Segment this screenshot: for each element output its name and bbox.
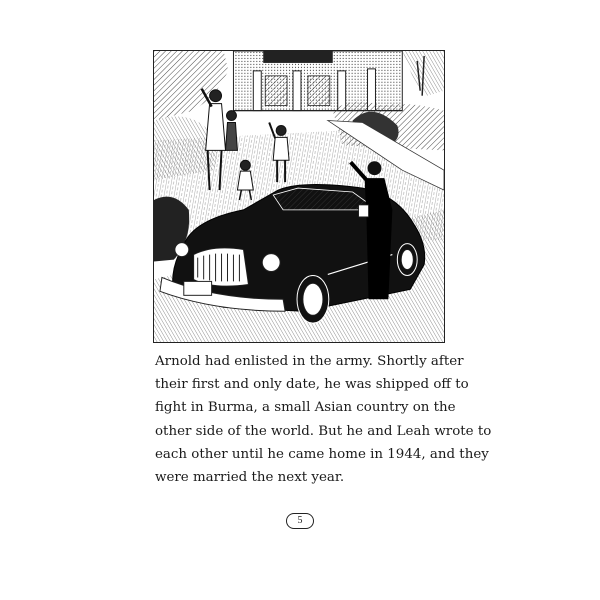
paragraph-line: their first and only date, he was shipped off to [155,377,469,393]
story-paragraph [155,350,492,489]
house [233,51,402,111]
paragraph-line: each other until he came home in 1944, and they [155,446,489,462]
page-number: 5 [286,513,314,529]
paragraph-line: were married the next year. [155,470,345,486]
car-departure-drawing [154,51,444,342]
paragraph-line: other side of the world. But he and Leah wrote to [155,423,492,439]
illustration-family-waving-car [153,50,445,343]
child-figure [226,111,238,151]
paragraph-line: fight in Burma, a small Asian country on the [155,400,456,416]
paragraph-line: Arnold had enlisted in the army. Shortly after [155,354,464,369]
